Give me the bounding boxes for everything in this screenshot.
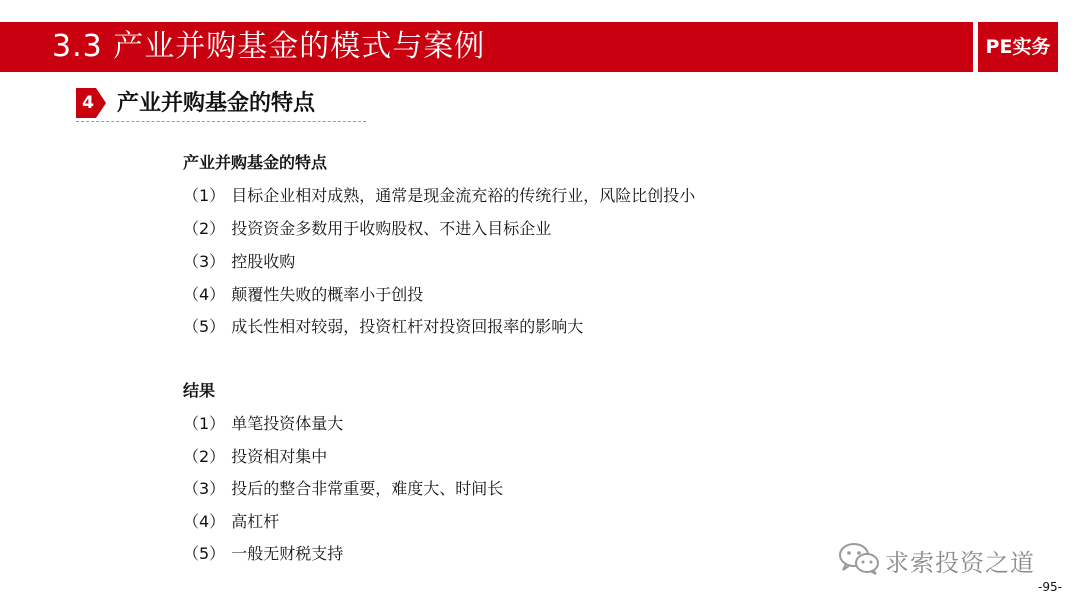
item-number: （5） [183, 544, 226, 563]
list-item [183, 185, 695, 207]
item-number: （3） [183, 252, 226, 271]
item-number: （2） [183, 447, 226, 466]
item-number: （3） [183, 479, 226, 498]
item-text: 控股收购 [231, 252, 296, 271]
item-text: 成长性相对较弱，投资杠杆对投资回报率的影响大 [231, 317, 584, 336]
item-text: 目标企业相对成熟，通常是现金流充裕的传统行业，风险比创投小 [231, 186, 696, 205]
list-item [183, 218, 551, 240]
section-underline [76, 121, 366, 122]
item-text: 高杠杆 [231, 512, 280, 531]
item-text: 投后的整合非常重要，难度大、时间长 [231, 479, 504, 498]
list-item [183, 543, 343, 565]
results-heading: 结果 [183, 381, 216, 400]
item-text: 投资相对集中 [231, 447, 328, 466]
list-item [183, 284, 423, 306]
list-item [183, 478, 503, 500]
list-item [183, 413, 343, 435]
watermark-text: 求索投资之道 [885, 549, 1035, 577]
brand-label: PE实务 [985, 36, 1051, 58]
item-number: （1） [183, 414, 226, 433]
item-number: （4） [183, 512, 226, 531]
section-badge-number: 4 [82, 93, 94, 113]
item-number: （2） [183, 219, 226, 238]
item-text: 投资资金多数用于收购股权、不进入目标企业 [231, 219, 552, 238]
item-text: 单笔投资体量大 [231, 414, 344, 433]
item-number: （4） [183, 285, 226, 304]
list-item [183, 251, 295, 273]
list-item [183, 316, 583, 338]
list-item [183, 511, 279, 533]
page-number: -95- [1038, 580, 1062, 594]
item-number: （5） [183, 317, 226, 336]
item-number: （1） [183, 186, 226, 205]
features-heading: 产业并购基金的特点 [183, 153, 328, 172]
section-title: 产业并购基金的特点 [117, 91, 316, 116]
wechat-icon [838, 541, 880, 575]
list-item [183, 446, 327, 468]
page-title: 3.3 产业并购基金的模式与案例 [52, 29, 486, 64]
item-text: 颠覆性失败的概率小于创投 [231, 285, 424, 304]
item-text: 一般无财税支持 [231, 544, 344, 563]
